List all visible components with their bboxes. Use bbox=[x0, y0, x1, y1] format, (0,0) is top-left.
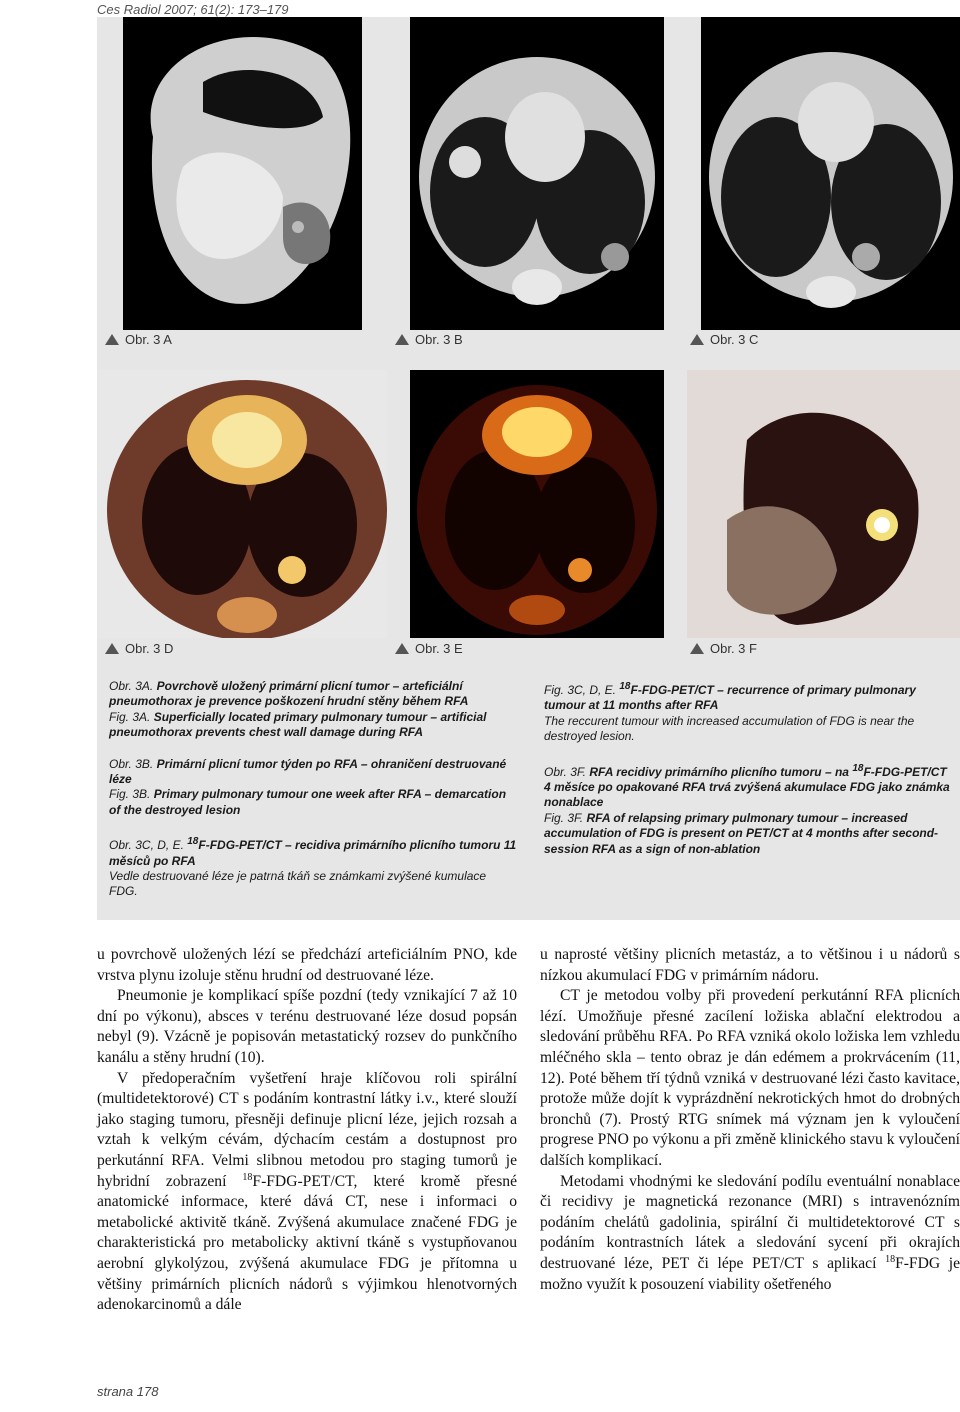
body-column-right bbox=[540, 945, 960, 1295]
paragraph: Metodami vhodnými ke sledování podílu eventuální nonablace či recidivy je magnetická rezonance (MRI) s intravenózním podáním chelátů gadolinia, spirální či multidetektorové CT s podáním kontrastních látek a sledování sycení při okrajích destruované léze, PET či lépe PET/CT s aplikací $^{18}$F-FDG je možno využít k posouzení viability ošetřeného bbox=[540, 1172, 960, 1293]
triangle-marker-icon bbox=[395, 334, 409, 345]
panel-c-ct-image bbox=[701, 17, 960, 330]
panel-f-petct-image bbox=[687, 370, 960, 638]
caption-left bbox=[109, 679, 517, 900]
figure-3 bbox=[97, 17, 960, 920]
caption-3ce-en: Fig. 3C, D, E. $^{18}$F-FDG-PET/CT – recurrence of primary pulmonary tumour at 11 months after RFA bbox=[544, 681, 916, 713]
running-head: Ces Radiol 2007; 61(2): 173–179 bbox=[97, 2, 289, 17]
triangle-marker-icon bbox=[690, 334, 704, 345]
caption-3b-cz: Obr. 3B. Primární plicní tumor týden po RFA – ohraničení destruované léze bbox=[109, 756, 507, 787]
triangle-marker-icon bbox=[690, 643, 704, 654]
caption-right bbox=[544, 679, 952, 857]
paragraph: V předoperačním vyšetření hraje klíčovou roli spirální (multidetektorové) CT s podáním kontrastní látky i.v., které slouží jako staging tumoru, přesněji definuje plicní léze, jejich rozsah a vztah k velkým cévám, dýchacím cestám a dostupnost pro perkutánní RFA. Velmi slibnou metodou pro staging tumorů je hybridní zobrazení $^{18}$F-FDG-PET/CT, které kromě přesné anatomické informace, které dává CT, nese i informaci o metabolické aktivitě tkáně. Zvýšená akumulace značené FDG je charakteristická pro metabolicky aktivní tkáně s vystupňovanou aerobní glykolýzou, zvýšená akumulace FDG je přítomna u většiny primárních plicních nádorů s výjimkou hlenotvorných adenokarcinomů a dále bbox=[97, 1069, 517, 1314]
caption-3ce-cz-note: Vedle destruované léze je patrná tkáň se známkami zvýšené kumulace FDG. bbox=[109, 869, 487, 899]
paragraph: u povrchově uložených lézí se předchází arteficiálním PNO, kde vrstva plynu izoluje stěnu hrudní od destruované léze. bbox=[97, 946, 517, 984]
panel-e-label: Obr. 3 E bbox=[395, 641, 463, 656]
page-number: strana 178 bbox=[97, 1384, 159, 1399]
paragraph: Pneumonie je komplikací spíše pozdní (tedy vznikající 7 až 10 dní po výkonu), absces v terénu destruované léze dosud popsán nebyl (9). Vzácně je popisován metastatický rozsev do punkčního kanálu a stěny hrudní (10). bbox=[97, 987, 517, 1066]
panel-b-ct-image bbox=[410, 17, 664, 330]
caption-3a-cz: Obr. 3A. Povrchově uložený primární plicní tumor – arteficiální pneumothorax je prevence poškození hrudní stěny během RFA bbox=[109, 679, 469, 709]
body-column-left bbox=[97, 945, 517, 1316]
caption-3f-en: Fig. 3F. RFA of relapsing primary pulmonary tumour – increased accumulation of FDG is present on PET/CT at 4 months after second-session RFA as a sign of non-ablation bbox=[544, 810, 939, 856]
triangle-marker-icon bbox=[395, 643, 409, 654]
panel-f-label: Obr. 3 F bbox=[690, 641, 757, 656]
caption-3f-cz: Obr. 3F. RFA recidivy primárního plicního tumoru – na $^{18}$F-FDG-PET/CT 4 měsíce po opakované RFA trvá zvýšená akumulace FDG jako známka nonablace bbox=[544, 762, 950, 810]
triangle-marker-icon bbox=[105, 334, 119, 345]
caption-3ce-en-note: The reccurent tumour with increased accumulation of FDG is near the destroyed lesion. bbox=[544, 713, 915, 744]
panel-a-ct-image bbox=[123, 17, 362, 330]
panel-c-label: Obr. 3 C bbox=[690, 332, 758, 347]
panel-a-label: Obr. 3 A bbox=[105, 332, 172, 347]
caption-3a-en: Fig. 3A. Superficially located primary pulmonary tumour – artificial pneumothorax prevents chest wall damage during RFA bbox=[109, 709, 487, 740]
paragraph: u naprosté většiny plicních metastáz, a to většinou i u nádorů s nízkou akumulací FDG v primárním nádoru. bbox=[540, 946, 960, 984]
panel-d-petct-image bbox=[97, 370, 387, 638]
triangle-marker-icon bbox=[105, 643, 119, 654]
caption-3b-en: Fig. 3B. Primary pulmonary tumour one week after RFA – demarcation of the destroyed lesion bbox=[109, 787, 507, 817]
panel-b-label: Obr. 3 B bbox=[395, 332, 463, 347]
panel-d-label: Obr. 3 D bbox=[105, 641, 173, 656]
caption-3ce-cz: Obr. 3C, D, E. $^{18}$F-FDG-PET/CT – recidiva primárního plicního tumoru 11 měsíců po RFA bbox=[109, 836, 517, 868]
paragraph: CT je metodou volby při provedení perkutánní RFA plicních lézí. Umožňuje přesné zacílení ložiska ablační elektrodou a sledování průběhu RFA. Po RFA vzniká okolo ložiska lem vzhledu mléčného skla – tento obraz je dán edémem a prokrvácením (11, 12). Poté během tří týdnů vzniká v destruované lézi často kavitace, protože může dojít k vyprázdnění nekrotických hmot do drobných bronchů (7). Prostý RTG snímek má význam jen k vyloučení progrese PNO po výkonu a při změně klinického stavu k vyloučení dalších komplikací. bbox=[540, 987, 960, 1169]
panel-e-pet-image bbox=[410, 370, 664, 638]
